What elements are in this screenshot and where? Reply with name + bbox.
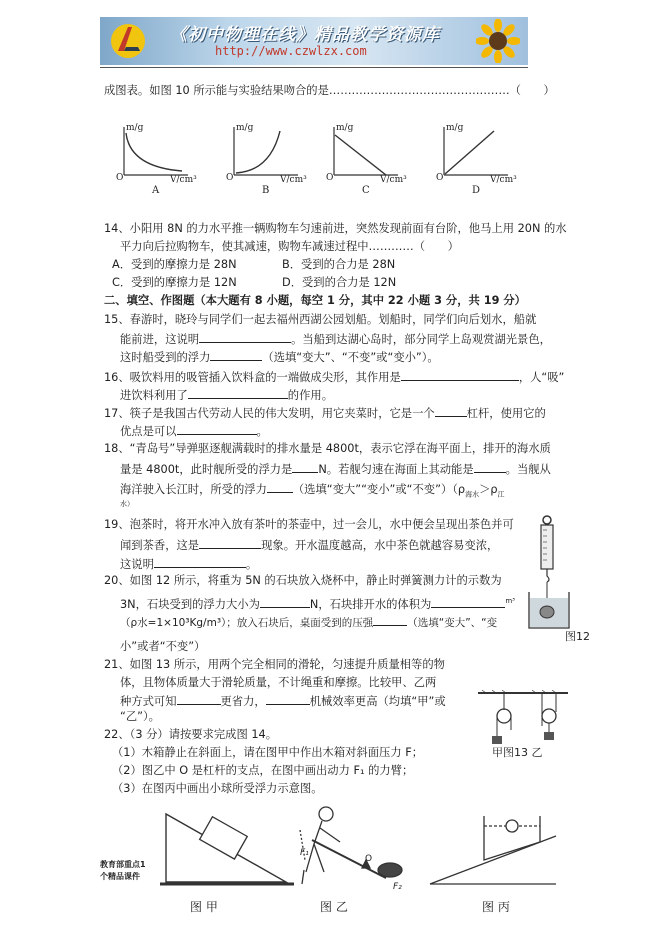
graph-c-xlabel: V/cm³ — [380, 175, 407, 185]
q20-line1: 20、如图 12 所示，将重为 5N 的石块放入烧杯中，静止时弹簧测力计的示数为 — [104, 574, 502, 587]
q21-line3-a: 种方式可知 — [120, 695, 177, 708]
fig14-watermark-2: 个精品课件 — [100, 872, 140, 881]
q14-option-b: B．受到的合力是 28N — [282, 258, 396, 271]
q14-option-a: A．受到的摩擦力是 28N — [112, 258, 237, 271]
q20-line4: 小”或者“不变”） — [120, 640, 206, 653]
header-rule — [100, 67, 528, 68]
fig14-label-F1: F₁ — [300, 848, 309, 858]
q18-line2-a: 量是 4800t，此时舰所受的浮力是 — [120, 463, 293, 476]
q22-line4: （3）在图丙中画出小球所受浮力示意图。 — [112, 782, 323, 795]
fig14-jia-drawing — [160, 814, 294, 884]
q18-blank-2[interactable] — [474, 461, 506, 473]
q19-line3-b: 。 — [245, 558, 258, 571]
fig12-caption: 图12 — [565, 630, 590, 643]
q16-line1-b: ，人“吸” — [518, 371, 565, 384]
header-title: 《初中物理在线》精品教学资源库 — [170, 25, 440, 45]
q17-line2-b: 。 — [256, 425, 268, 438]
q18-blank-1[interactable] — [292, 461, 318, 473]
q22-line3: （2）图乙中 O 是杠杆的支点，在图中画出动力 F₁ 的力臂； — [112, 764, 414, 777]
q19-line2 — [120, 537, 498, 553]
q17-line1 — [104, 405, 546, 421]
q17-line2 — [120, 423, 268, 439]
q18-line2 — [120, 461, 551, 477]
q19-line1: 19、泡茶时，将开水冲入放有茶叶的茶壶中，过一会儿，水中便会呈现出茶色并可 — [104, 518, 514, 531]
q18-line3-c: ＞ρ — [479, 483, 498, 496]
graph-d-ylabel: m/g — [446, 123, 464, 133]
graph-a-ylabel: m/g — [126, 123, 144, 133]
graph-d-origin: O — [436, 173, 444, 183]
q21-line3 — [120, 693, 446, 709]
q20-line2-c: m³ — [505, 597, 515, 605]
q15-line1: 15、春游时，晓玲与同学们一起去福州西湖公园划船。划船时，同学们向后划水，船就 — [104, 313, 537, 326]
q16-line1 — [104, 369, 564, 385]
graph-d-line — [445, 131, 494, 174]
q18-line2-c: 。当舰从 — [505, 463, 551, 476]
q16-blank-1[interactable] — [401, 369, 519, 381]
q14-line2: 平力向后拉购物车，使其减速，购物车减速过程中…………（ ） — [120, 240, 459, 253]
q20-blank-1[interactable] — [260, 596, 310, 608]
header-url: http://www.czwlzx.com — [215, 44, 367, 58]
figure-14 — [100, 800, 560, 890]
spring-scale-figure — [525, 514, 575, 632]
graph-c-line — [335, 135, 386, 175]
graph-d-letter: D — [472, 185, 481, 196]
q20-line2 — [120, 594, 515, 612]
q17-line1-a: 17、筷子是我国古代劳动人民的伟大发明，用它夹菜时，它是一个 — [104, 407, 435, 420]
q15-line3-b: （选填“变大”、“不变”或“变小”）。 — [262, 351, 439, 364]
q20-line2-b: N，石块排开水的体积为 — [309, 597, 432, 611]
q16-line2-b: 的作用。 — [287, 389, 333, 402]
fig13-caption: 甲图13 乙 — [492, 746, 543, 759]
q13-tail: 成图表。如图 10 所示能与实验结果吻合的是…………………………………………（ ） — [104, 84, 555, 97]
q20-line3 — [120, 614, 497, 630]
header-banner — [100, 17, 528, 65]
q18-line3-a: 海洋驶入长江时，所受的浮力 — [120, 483, 267, 496]
q20-blank-3[interactable] — [373, 614, 407, 626]
q21-blank-2[interactable] — [266, 693, 310, 705]
q17-blank-2[interactable] — [177, 423, 257, 435]
q18-line3-b: （选填“变大”“变小”或“不变”）（ρ — [292, 483, 466, 496]
graph-c-origin: O — [326, 173, 334, 183]
graph-d — [436, 123, 517, 196]
q21-blank-1[interactable] — [177, 693, 221, 705]
fig14-caption-bing: 图 丙 — [482, 900, 510, 914]
fig14-label-F2: F₂ — [393, 882, 402, 892]
section-2-heading: 二、填空、作图题（本大题有 8 小题，每空 1 分，其中 22 小题 3 分，共 19 分） — [104, 294, 526, 307]
graph-b-xlabel: V/cm³ — [280, 175, 307, 185]
q15-line2 — [120, 331, 551, 347]
graph-c — [326, 123, 407, 196]
graph-a-curve — [126, 133, 182, 171]
graph-b-letter: B — [262, 185, 270, 196]
q16-blank-2[interactable] — [188, 387, 288, 399]
q15-blank-1[interactable] — [199, 331, 291, 343]
q20-blank-2[interactable] — [431, 596, 505, 608]
graph-c-ylabel: m/g — [336, 123, 354, 133]
fig14-bing-drawing — [430, 816, 556, 884]
q19-line3-a: 这说明 — [120, 558, 154, 571]
graph-a-xlabel: V/cm³ — [170, 175, 197, 185]
q17-line2-a: 优点是可以 — [120, 425, 177, 438]
q21-line3-b: 更省力， — [220, 695, 266, 708]
q21-line4: “乙”）。 — [120, 710, 160, 723]
q19-line2-a: 闻到茶香，这是 — [120, 539, 200, 552]
sunflower-icon — [476, 19, 520, 63]
q21-line1: 21、如图 13 所示，用两个完全相同的滑轮，匀速提升质量相等的物 — [104, 658, 445, 671]
q14-option-d: D．受到的合力是 12N — [282, 276, 397, 289]
q19-line3 — [120, 556, 257, 572]
graph-a-letter: A — [152, 185, 160, 196]
q14-line1: 14、小阳用 8N 的力水平推一辆购物车匀速前进，突然发现前面有台阶，他马上用 20N 的水 — [104, 222, 567, 235]
graph-b-origin: O — [226, 173, 234, 183]
q19-line2-b: 现象。开水温度越高，水中茶色就越容易变浓， — [261, 539, 499, 552]
graph-a — [116, 123, 197, 196]
q18-line1: 18、“青岛号”导弹驱逐舰满载时的排水量是 4800t，表示它浮在海平面上，排开的海水质 — [104, 442, 551, 455]
q22-line2: （1）木箱静止在斜面上，请在图甲中作出木箱对斜面压力 F； — [112, 746, 423, 759]
q15-line2-a: 能前进，这说明 — [120, 333, 200, 346]
q16-line2 — [120, 387, 333, 403]
logo-icon — [108, 21, 148, 61]
fig14-watermark-1: 教育部重点1 — [100, 860, 146, 869]
fig14-caption-yi: 图 乙 — [320, 900, 348, 914]
graph-a-origin: O — [116, 173, 124, 183]
q18-line3 — [120, 481, 505, 501]
q18-line4: 水） — [120, 500, 134, 508]
q20-line3-b: （选填“变大”、“变 — [407, 617, 498, 629]
q20-line2-a: 3N，石块受到的浮力大小为 — [120, 597, 260, 611]
q15-blank-2[interactable] — [210, 349, 262, 361]
q20-line3-a: （ρ水=1×10³Kg/m³）；放入石块后，桌面受到的压强 — [120, 617, 374, 629]
graph-b — [226, 123, 307, 196]
q18-sub-haishui: 海水 — [465, 490, 480, 499]
fig14-label-O: O — [365, 854, 373, 864]
q16-line1-a: 16、吸饮料用的吸管插入饮料盒的一端做成尖形，其作用是 — [104, 371, 401, 384]
pulley-figure — [478, 690, 568, 748]
q17-line1-b: 杠杆，使用它的 — [466, 407, 546, 420]
q18-line2-b: N。若舰匀速在海面上其动能是 — [318, 463, 474, 476]
q18-sub-jiang: 江 — [497, 490, 505, 499]
q21-line3-c: 机械效率更高（均填“甲”或 — [309, 695, 446, 708]
q17-blank-1[interactable] — [435, 405, 467, 417]
q15-line3 — [120, 349, 439, 365]
fig14-yi-drawing — [300, 807, 402, 884]
q15-line2-b: 。当船到达湖心岛时，部分同学上岛观赏湖光景色， — [291, 333, 551, 346]
graph-d-xlabel: V/cm³ — [490, 175, 517, 185]
q21-line2: 体，且物体质量大于滑轮质量，不计绳重和摩擦。比较甲、乙两 — [120, 676, 437, 689]
q22-line1: 22、（3 分）请按要求完成图 14。 — [104, 728, 278, 741]
q16-line2-a: 进饮料利用了 — [120, 389, 188, 402]
graph-c-letter: C — [362, 185, 370, 196]
q18-blank-3[interactable] — [267, 481, 293, 493]
graph-b-curve — [236, 131, 280, 173]
q19-blank-2[interactable] — [154, 556, 246, 568]
q19-blank-1[interactable] — [199, 537, 261, 549]
q15-line3-a: 这时船受到的浮力 — [120, 351, 211, 364]
graph-b-ylabel: m/g — [236, 123, 254, 133]
fig14-caption-jia: 图 甲 — [190, 900, 218, 914]
q14-option-c: C．受到的摩擦力是 12N — [112, 276, 237, 289]
